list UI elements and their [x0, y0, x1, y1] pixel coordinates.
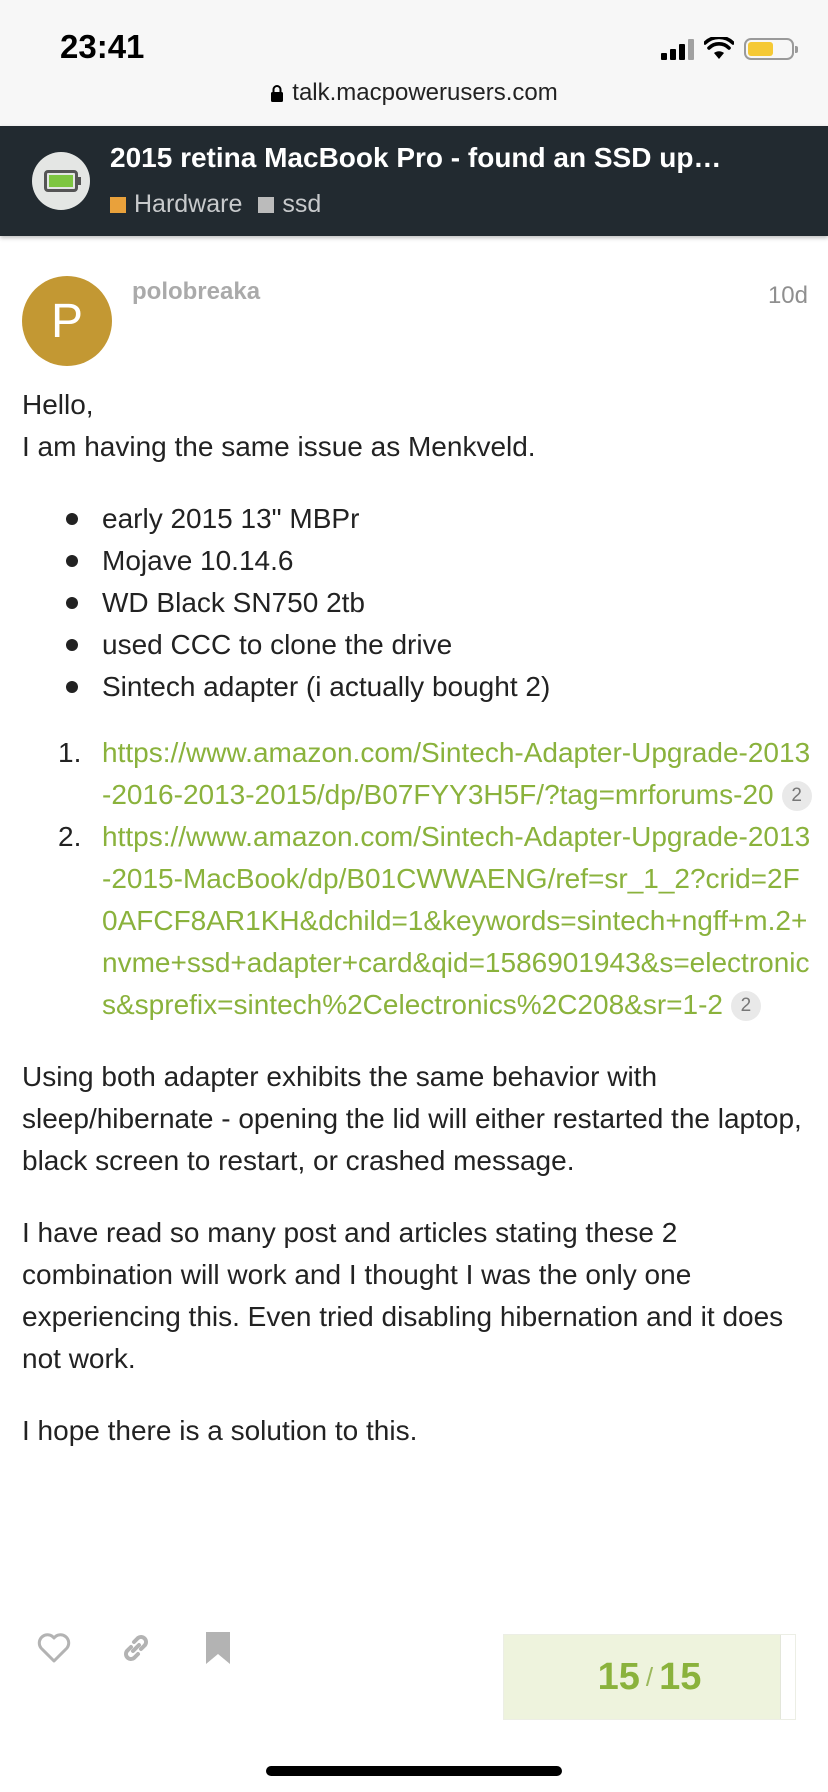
link-icon [118, 1630, 154, 1666]
post-paragraph: I hope there is a solution to this. [22, 1415, 418, 1446]
list-item [22, 732, 812, 816]
battery-icon [744, 38, 794, 60]
click-count-badge: 2 [731, 991, 761, 1021]
category-color-square [110, 197, 126, 213]
progress-separator: / [645, 1661, 654, 1692]
username[interactable]: polobreaka [132, 278, 261, 305]
list-item: WD Black SN750 2tb [22, 582, 812, 624]
progress-label [504, 1635, 795, 1719]
spec-list [22, 498, 812, 708]
url-text: talk.macpowerusers.com [292, 79, 558, 106]
bookmark-icon [204, 1630, 232, 1666]
tag-badge[interactable] [258, 190, 321, 219]
category-label: Hardware [134, 190, 243, 218]
intro-line: Hello, [22, 389, 94, 420]
status-icons [661, 36, 794, 62]
topic-categories [110, 190, 321, 219]
click-count-badge: 2 [782, 781, 812, 811]
list-item: used CCC to clone the drive [22, 624, 812, 666]
list-number: 2. [58, 821, 82, 852]
list-number: 1. [58, 737, 82, 768]
lock-icon [270, 84, 284, 102]
bookmark-button[interactable] [198, 1628, 238, 1668]
topic-title[interactable]: 2015 retina MacBook Pro - found an SSD up… [110, 142, 722, 173]
progress-current: 15 [597, 1655, 640, 1698]
amazon-link-2[interactable]: https://www.amazon.com/Sintech-Adapter-Upgrade-2013-2015-MacBook/dp/B01CWWAENG/ref=sr_1_2?crid=2F0AFCF8AR1KH&dchild=1&keywords=sintech+ngff+m.2+nvme+ssd+adapter+card&qid=1586901943&s=electronics&sprefix=sintech%2Celectronics%2C208&sr=1-2 [102, 821, 811, 1020]
tag-label: ssd [282, 190, 322, 218]
post-date[interactable]: 10d [767, 282, 808, 309]
post-actions [34, 1628, 238, 1668]
progress-total: 15 [659, 1655, 702, 1698]
tag-color-square [258, 197, 274, 213]
amazon-link-1[interactable]: https://www.amazon.com/Sintech-Adapter-Upgrade-2013-2016-2013-2015/dp/B07FYY3H5F/?tag=mrforums-20 [102, 737, 811, 810]
list-item [22, 816, 812, 1026]
post-intro [22, 384, 812, 468]
list-item: early 2015 13" MBPr [22, 498, 812, 540]
avatar[interactable]: P [22, 276, 112, 366]
home-indicator[interactable] [266, 1766, 562, 1776]
address-bar[interactable] [0, 79, 828, 107]
topic-progress[interactable] [503, 1634, 796, 1720]
post-paragraph: I have read so many post and articles stating these 2 combination will work and I thought I was the only one experiencing this. Even tried disabling hibernation and it does not work. [22, 1217, 784, 1374]
wifi-icon [704, 37, 734, 61]
status-bar [0, 0, 828, 126]
list-item: Mojave 10.14.6 [22, 540, 812, 582]
link-list [22, 732, 812, 1026]
share-link-button[interactable] [116, 1628, 156, 1668]
battery-logo-icon [44, 170, 78, 192]
category-badge[interactable] [110, 190, 242, 219]
cellular-signal-icon [661, 38, 694, 60]
site-logo[interactable] [32, 152, 90, 210]
list-item: Sintech adapter (i actually bought 2) [22, 666, 812, 708]
intro-line: I am having the same issue as Menkveld. [22, 431, 536, 462]
clock: 23:41 [60, 28, 145, 65]
heart-icon [36, 1632, 72, 1664]
post-paragraph: Using both adapter exhibits the same behavior with sleep/hibernate - opening the lid will either restarted the laptop, black screen to restart, or crashed message. [22, 1061, 802, 1176]
post-body [22, 384, 812, 1482]
topic-header [0, 126, 828, 236]
like-button[interactable] [34, 1628, 74, 1668]
